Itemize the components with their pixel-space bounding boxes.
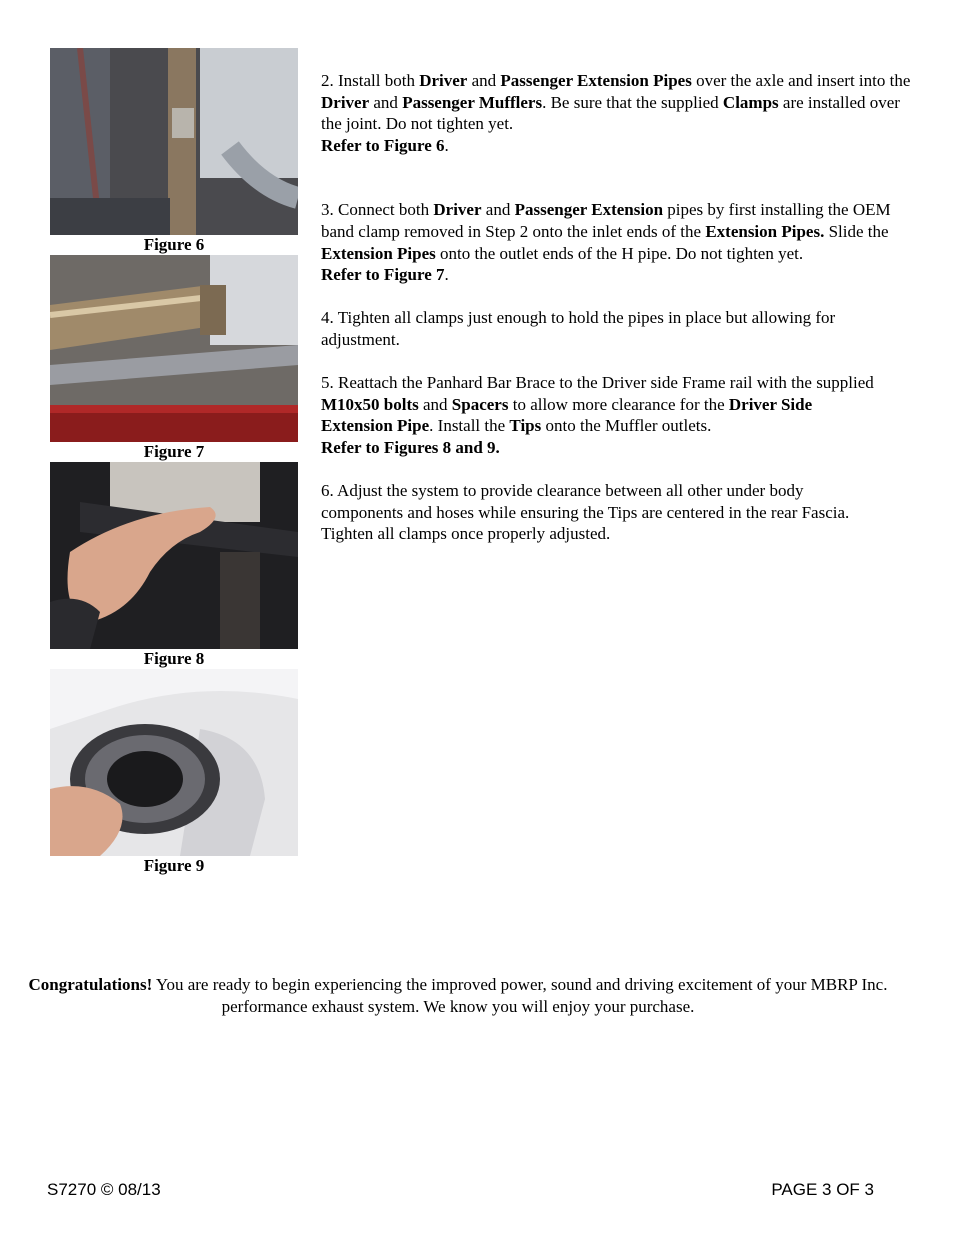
step-2-bold: Passenger Mufflers (402, 92, 543, 112)
step-5-text: onto the Muffler outlets. (541, 416, 712, 436)
step-2-text: are installed over the joint. Do not tighten yet. (321, 92, 900, 134)
step-5-bold: M10x50 bolts (321, 394, 419, 414)
step-3-text: onto the outlet ends of the H pipe. Do not tighten yet. (435, 243, 804, 263)
step-5-bold: Tips (509, 416, 542, 436)
step-6: 6. Adjust the system to provide clearance between all other under body components and hoses while ensuring the Tips are centered in the rear Fascia. Tighten all clamps once properly adjusted. (321, 481, 850, 544)
step-2-bold: Driver (321, 92, 370, 112)
step-2-text: . Be sure that the supplied (542, 92, 723, 112)
figure-7-caption: Figure 7 (143, 442, 205, 461)
figure-6-photo (50, 48, 298, 235)
step-3-bold: Extension Pipes. (705, 221, 825, 241)
step-2-text: and (467, 71, 501, 90)
step-5-text: . Install the (429, 416, 510, 436)
step-5-figure-ref: Refer to Figures 8 and 9. (321, 437, 500, 457)
step-3-text: Slide the (824, 221, 889, 241)
step-2-figure-ref: Refer to Figure 6 (321, 135, 445, 155)
step-3-bold: Extension Pipes (321, 243, 436, 263)
step-2-bold: Driver (419, 71, 468, 90)
step-3-bold: Passenger Extension (514, 200, 664, 220)
step-2-text: 2. Install both (321, 71, 420, 90)
document-code: S7270 © 08/13 (47, 1180, 161, 1199)
closing-message (0, 974, 916, 1017)
step-5-text: and (418, 394, 452, 414)
step-3 (321, 199, 911, 285)
closing-text: You are ready to begin experiencing the improved power, sound and driving excitement of your MBRP Inc. performance exhaust system. We know you will enjoy your purchase. (152, 975, 888, 1016)
congratulations-heading: Congratulations! (28, 975, 153, 994)
figure-9-caption: Figure 9 (143, 856, 205, 875)
step-2-bold: Passenger Extension Pipes (500, 71, 692, 90)
page-number: PAGE 3 OF 3 (771, 1180, 874, 1199)
step-2-bold: Clamps (722, 92, 779, 112)
step-3-text: pipes by first installing the OEM band clamp removed in Step 2 onto the inlet ends of the (321, 200, 891, 241)
step-5-text: to allow more clearance for the (508, 394, 729, 414)
figure-9-photo (50, 669, 298, 856)
step-3-bold: Driver (433, 200, 482, 220)
figure-7-photo (50, 255, 298, 442)
step-2-text: . (444, 135, 449, 155)
step-3-figure-ref: Refer to Figure 7 (321, 265, 445, 285)
step-4: 4. Tighten all clamps just enough to hold the pipes in place but allowing for adjustment. (321, 308, 836, 349)
step-5-bold: Spacers (451, 394, 509, 414)
step-3-text: 3. Connect both (321, 200, 434, 220)
figure-8-photo (50, 462, 298, 649)
installation-steps (321, 70, 911, 545)
step-2-text: over the axle and insert into the (691, 71, 911, 90)
figure-8-caption: Figure 8 (143, 649, 205, 668)
step-2 (321, 70, 911, 156)
step-3-text: . (444, 265, 449, 285)
step-5-bold: Driver Side Extension Pipe (321, 394, 813, 436)
step-2-text: and (369, 92, 403, 112)
step-5-text: 5. Reattach the Panhard Bar Brace to the Driver side Frame rail with the supplied (321, 373, 874, 393)
step-3-text: and (481, 200, 515, 220)
step-5 (321, 372, 881, 458)
figure-6-caption: Figure 6 (143, 235, 205, 254)
